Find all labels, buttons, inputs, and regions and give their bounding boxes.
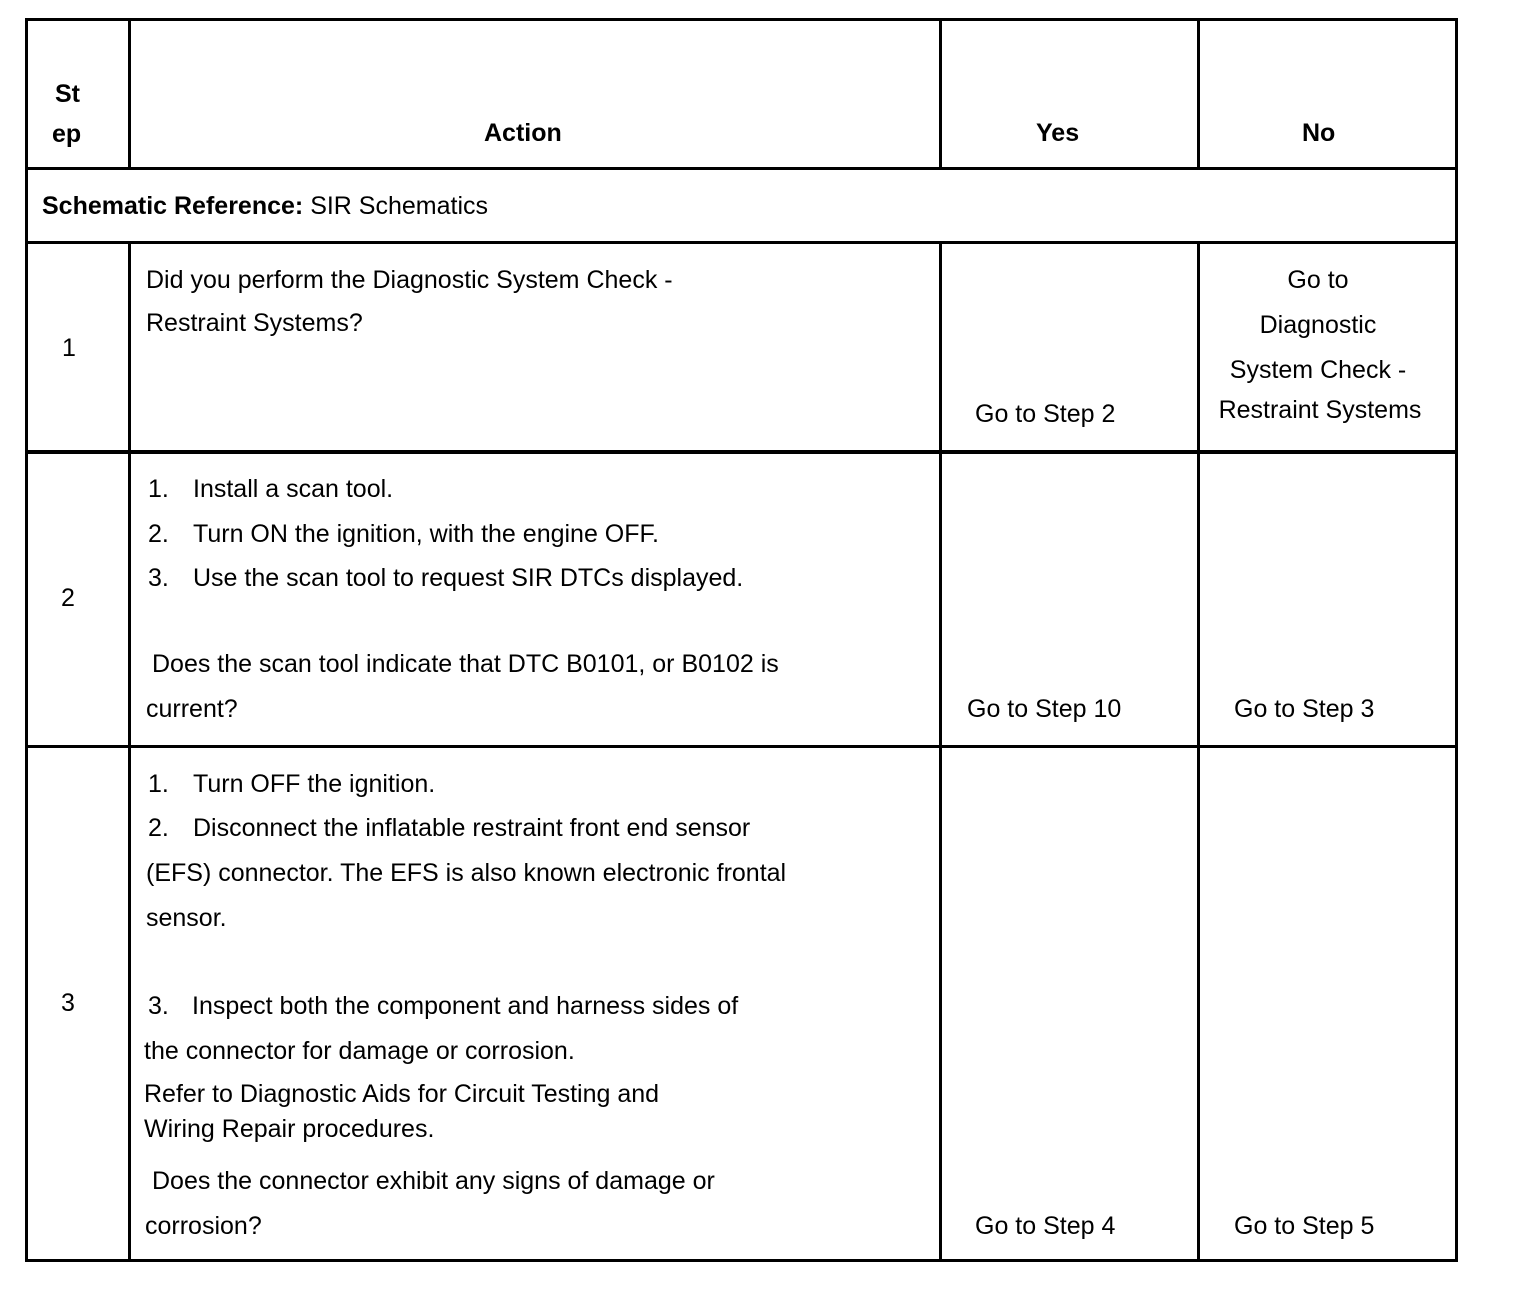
row3-item3-num: 3.	[148, 992, 169, 1020]
row1-no-line1: Go to	[1287, 266, 1349, 294]
row3-no: Go to Step 5	[1234, 1212, 1375, 1240]
row3-yes: Go to Step 4	[975, 1212, 1116, 1240]
header-yes: Yes	[1036, 119, 1080, 147]
row2-item2-text: Turn ON the ignition, with the engine OFF.	[193, 520, 659, 548]
schematic-label: Schematic Reference:	[42, 192, 304, 220]
row2-yes: Go to Step 10	[967, 695, 1122, 723]
header-divider	[28, 167, 1455, 170]
row2-question-line2: current?	[146, 695, 238, 723]
header-action: Action	[484, 119, 562, 147]
row3-question-line2: corrosion?	[145, 1212, 262, 1240]
row1-no-line3: System Check -	[1229, 356, 1407, 384]
row3-item3-cont: the connector for damage or corrosion.	[144, 1037, 575, 1065]
row2-step: 2	[61, 584, 75, 612]
row2-item1-num: 1.	[148, 475, 169, 503]
col-divider-action-body	[939, 241, 942, 1262]
row3-refer-line1: Refer to Diagnostic Aids for Circuit Testing and	[144, 1080, 660, 1108]
row1-no-line4: Restraint Systems	[1218, 396, 1422, 424]
row3-item3-text: Inspect both the component and harness sides of	[192, 992, 739, 1020]
row3-item2-cont-line1: (EFS) connector. The EFS is also known electronic frontal	[146, 859, 787, 887]
row3-item1-text: Turn OFF the ignition.	[193, 770, 436, 798]
col-divider-yes-body	[1197, 241, 1200, 1262]
col-divider-step-body	[128, 241, 131, 1262]
col-divider-action	[939, 21, 942, 167]
schematic-value: SIR Schematics	[310, 192, 489, 220]
col-divider-step	[128, 21, 131, 167]
row2-question-line1: Does the scan tool indicate that DTC B0101, or B0102 is	[152, 650, 779, 678]
row1-action-line2: Restraint Systems?	[146, 309, 363, 337]
row1-divider	[28, 450, 1455, 454]
row2-no: Go to Step 3	[1234, 695, 1375, 723]
row1-action-line1: Did you perform the Diagnostic System Check -	[146, 266, 673, 294]
row1-no-line2: Diagnostic	[1259, 311, 1377, 339]
row1-yes: Go to Step 2	[975, 400, 1116, 428]
header-step-1: St	[55, 80, 80, 108]
header-step-2: ep	[52, 120, 82, 148]
row2-item3-text: Use the scan tool to request SIR DTCs displayed.	[193, 564, 744, 592]
row3-step: 3	[61, 989, 75, 1017]
header-no: No	[1302, 119, 1336, 147]
row3-refer-line2: Wiring Repair procedures.	[144, 1115, 435, 1143]
row2-divider	[28, 745, 1455, 748]
row1-step: 1	[62, 334, 76, 362]
schematic-reference	[42, 194, 488, 219]
row2-item3-num: 3.	[148, 564, 169, 592]
row2-item1-text: Install a scan tool.	[193, 475, 394, 503]
row3-item1-num: 1.	[148, 770, 169, 798]
row3-question-line1: Does the connector exhibit any signs of damage or	[152, 1167, 715, 1195]
row3-item2-num: 2.	[148, 814, 169, 842]
row3-item2-cont-line2: sensor.	[146, 904, 227, 932]
row2-item2-num: 2.	[148, 520, 169, 548]
schematic-divider	[28, 241, 1455, 244]
col-divider-yes	[1197, 21, 1200, 167]
row3-item2-text: Disconnect the inflatable restraint front end sensor	[193, 814, 751, 842]
